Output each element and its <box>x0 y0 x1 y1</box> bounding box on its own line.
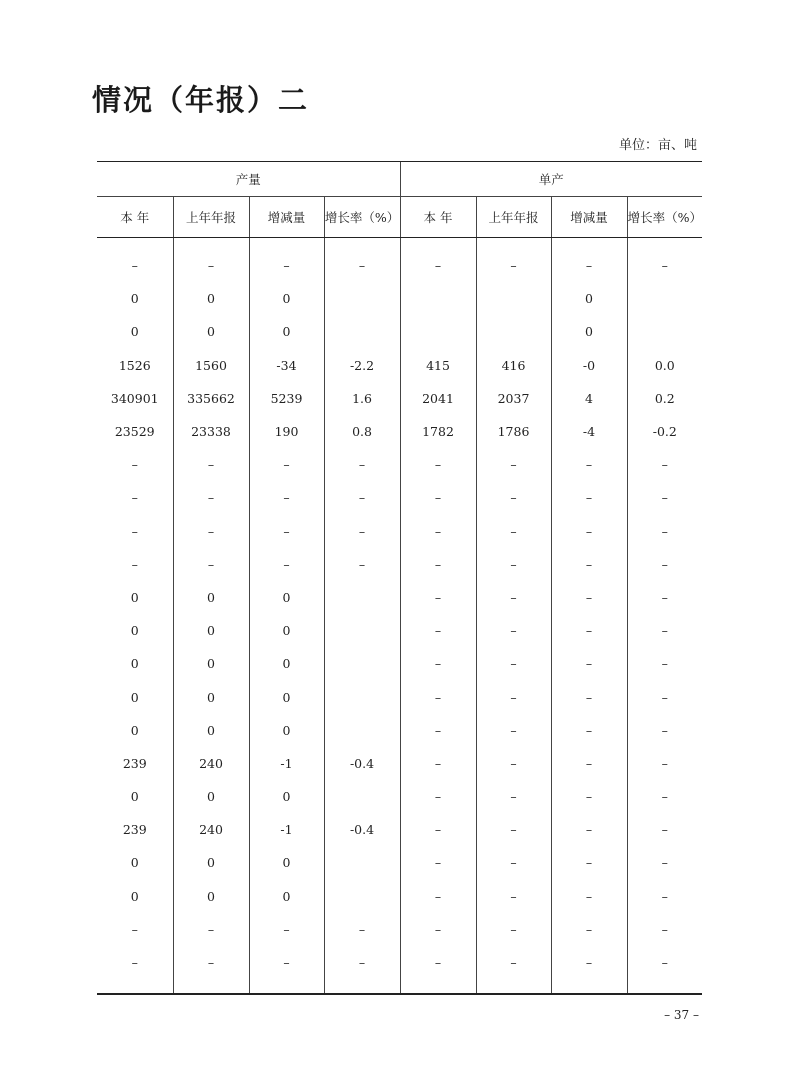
table-cell: – <box>627 714 702 747</box>
table-cell: 0 <box>249 714 324 747</box>
table-cell: – <box>131 457 138 473</box>
table-cell: – <box>131 921 138 937</box>
table-cell: 0 <box>249 282 324 315</box>
table-cell: – <box>476 548 551 581</box>
table-cell <box>400 315 476 348</box>
group-header-yield-per-unit: 单产 <box>400 162 702 197</box>
table-cell: – <box>551 880 627 913</box>
table-cell: 0 <box>249 315 324 348</box>
table-row <box>97 780 702 813</box>
table-cell: – <box>476 515 551 548</box>
table-cell <box>476 282 551 315</box>
table-cell: – <box>400 481 476 514</box>
table-cell: – <box>551 581 627 614</box>
table-cell: 0 <box>173 581 249 614</box>
table-cell: – <box>400 714 476 747</box>
column-header: 增减量 <box>249 197 324 238</box>
table-row <box>97 581 702 614</box>
table-cell: 239 <box>122 822 147 838</box>
table-cell: 190 <box>249 415 324 448</box>
table-cell: – <box>551 813 627 846</box>
table-cell: 0 <box>249 846 324 879</box>
column-header: 增减量 <box>551 197 627 238</box>
table-cell: – <box>551 515 627 548</box>
table-cell: – <box>627 846 702 879</box>
table-cell: 2041 <box>400 382 476 415</box>
table-cell: – <box>249 481 324 514</box>
unit-label: 单位：亩、吨 <box>618 138 697 153</box>
table-cell: 1786 <box>476 415 551 448</box>
table-cell: – <box>627 249 702 282</box>
table-cell: 0 <box>173 680 249 713</box>
table-cell: – <box>173 548 249 581</box>
table-row <box>97 515 702 548</box>
table-cell: – <box>400 448 476 481</box>
table-cell: 0 <box>249 880 324 913</box>
table-cell: – <box>249 913 324 946</box>
table-spacer-top <box>97 238 702 250</box>
table-cell: – <box>627 647 702 680</box>
table-row <box>97 813 702 846</box>
table-cell: – <box>551 614 627 647</box>
table-cell: 0 <box>130 623 139 639</box>
table-cell: – <box>324 548 400 581</box>
statistics-table <box>97 161 702 995</box>
table-cell: 416 <box>476 349 551 382</box>
table-cell: 0 <box>249 581 324 614</box>
table-cell: 4 <box>551 382 627 415</box>
table-cell: 0 <box>249 647 324 680</box>
table-cell: – <box>476 680 551 713</box>
table-row <box>97 548 702 581</box>
table-cell: – <box>551 946 627 979</box>
table-cell: – <box>131 490 138 506</box>
table-cell: – <box>551 680 627 713</box>
table-cell: – <box>627 946 702 979</box>
table-cell: – <box>627 747 702 780</box>
table-cell: 1782 <box>400 415 476 448</box>
table-cell: 340901 <box>110 390 159 406</box>
table-cell: – <box>249 249 324 282</box>
table-cell: – <box>627 614 702 647</box>
table-cell: 415 <box>400 349 476 382</box>
table-cell: – <box>324 481 400 514</box>
table-cell: – <box>131 523 138 539</box>
column-header: 上年年报 <box>476 197 551 238</box>
table-cell <box>324 714 400 747</box>
table-cell: – <box>324 249 400 282</box>
table-cell: – <box>400 515 476 548</box>
table-cell: – <box>249 515 324 548</box>
table-cell: 0.0 <box>627 349 702 382</box>
table-cell: – <box>476 647 551 680</box>
table-cell: – <box>249 548 324 581</box>
table-cell: – <box>551 249 627 282</box>
table-cell: – <box>551 846 627 879</box>
table-cell: – <box>551 780 627 813</box>
table-cell: -1 <box>249 747 324 780</box>
table-cell: 23529 <box>114 424 155 440</box>
table-cell: 0 <box>173 315 249 348</box>
table-cell: – <box>131 556 138 572</box>
table-cell: – <box>476 249 551 282</box>
page-title: 情况（年报）二 <box>92 83 310 117</box>
table-cell: -0.4 <box>324 813 400 846</box>
table-cell: – <box>627 880 702 913</box>
table-cell: 5239 <box>249 382 324 415</box>
table-cell: – <box>324 448 400 481</box>
table-cell <box>400 282 476 315</box>
table-cell: 1.6 <box>324 382 400 415</box>
table-cell: 0 <box>173 614 249 647</box>
table-cell: – <box>627 913 702 946</box>
table-cell: – <box>400 647 476 680</box>
table-cell: -2.2 <box>324 349 400 382</box>
table-cell: 0 <box>130 656 139 672</box>
table-cell <box>324 880 400 913</box>
table-cell: -0 <box>551 349 627 382</box>
table-cell: 0 <box>173 714 249 747</box>
column-header: 增长率（%） <box>324 197 400 238</box>
table-cell <box>324 780 400 813</box>
table-cell: 0 <box>249 614 324 647</box>
page-number: – 37 – <box>664 1008 699 1022</box>
table-row <box>97 946 702 979</box>
table-cell: 1560 <box>173 349 249 382</box>
table-cell: 239 <box>122 755 147 771</box>
table-cell: – <box>400 846 476 879</box>
table-cell: 2037 <box>476 382 551 415</box>
column-header: 本 年 <box>400 197 476 238</box>
table-cell: 0.8 <box>324 415 400 448</box>
table-cell: 0 <box>551 282 627 315</box>
table-cell: – <box>476 481 551 514</box>
table-cell: 0 <box>130 855 139 871</box>
table-cell: 0 <box>130 888 139 904</box>
table-cell: – <box>476 448 551 481</box>
table-cell: – <box>627 780 702 813</box>
table-cell: – <box>249 448 324 481</box>
table-cell: – <box>476 747 551 780</box>
group-header-output: 产量 <box>97 162 400 197</box>
column-header: 增长率（%） <box>627 197 702 238</box>
table-cell: – <box>476 946 551 979</box>
table-row <box>97 747 702 780</box>
table-cell: 1526 <box>118 357 151 373</box>
table-cell: – <box>551 448 627 481</box>
table-cell: 0 <box>130 291 139 307</box>
table-cell: 0 <box>249 780 324 813</box>
table-cell: 0 <box>173 846 249 879</box>
table-cell <box>324 680 400 713</box>
table-cell: -0.2 <box>627 415 702 448</box>
table-cell: – <box>551 913 627 946</box>
table-cell: 240 <box>173 747 249 780</box>
table-cell: 0 <box>130 722 139 738</box>
table-cell: – <box>173 481 249 514</box>
table-cell: – <box>476 581 551 614</box>
table-row <box>97 680 702 713</box>
table-row <box>97 647 702 680</box>
table-cell: – <box>627 680 702 713</box>
table-row <box>97 714 702 747</box>
table-cell: – <box>476 780 551 813</box>
table-cell: – <box>400 680 476 713</box>
table-cell: – <box>551 481 627 514</box>
table-cell: 0 <box>173 880 249 913</box>
table-cell: – <box>551 747 627 780</box>
table-cell: -34 <box>249 349 324 382</box>
table-row <box>97 382 702 415</box>
table-cell: – <box>173 515 249 548</box>
table-cell: – <box>476 614 551 647</box>
table-cell: – <box>476 880 551 913</box>
table-cell: 0 <box>173 780 249 813</box>
table-cell: – <box>324 515 400 548</box>
table-cell: – <box>400 880 476 913</box>
table-cell: – <box>551 647 627 680</box>
table-cell: 0 <box>130 589 139 605</box>
table-cell <box>324 581 400 614</box>
table-cell: – <box>551 714 627 747</box>
table-cell: – <box>131 955 138 971</box>
table-cell: – <box>173 448 249 481</box>
table-row <box>97 249 702 282</box>
table-cell: – <box>400 747 476 780</box>
table-cell: – <box>627 548 702 581</box>
table-row <box>97 481 702 514</box>
table-row <box>97 315 702 348</box>
table-cell: 0 <box>130 689 139 705</box>
table-cell: – <box>249 946 324 979</box>
table-cell <box>476 315 551 348</box>
table-cell: 0 <box>130 324 139 340</box>
column-header: 上年年报 <box>173 197 249 238</box>
table-cell: -0.4 <box>324 747 400 780</box>
table-cell: – <box>400 813 476 846</box>
table-cell <box>324 315 400 348</box>
table-cell: – <box>551 548 627 581</box>
table-cell <box>324 846 400 879</box>
table-cell: -1 <box>249 813 324 846</box>
table-cell: – <box>627 813 702 846</box>
table-body <box>97 238 702 995</box>
table-cell: – <box>131 258 138 274</box>
table-cell: – <box>400 581 476 614</box>
table-cell: – <box>400 780 476 813</box>
table-cell <box>324 647 400 680</box>
table-cell: 0 <box>173 647 249 680</box>
table-cell: – <box>324 913 400 946</box>
table-cell: 0 <box>551 315 627 348</box>
table-cell <box>627 315 702 348</box>
table-row <box>97 349 702 382</box>
table-cell: 335662 <box>173 382 249 415</box>
table-row <box>97 415 702 448</box>
table-cell: – <box>400 548 476 581</box>
table-cell: – <box>476 846 551 879</box>
table-cell: 23338 <box>173 415 249 448</box>
table-cell <box>324 614 400 647</box>
table-cell: – <box>627 448 702 481</box>
table-cell: – <box>400 946 476 979</box>
table-cell: – <box>400 249 476 282</box>
table-cell: -4 <box>551 415 627 448</box>
table-spacer-bottom <box>97 979 702 994</box>
table-cell: 240 <box>173 813 249 846</box>
table-row <box>97 448 702 481</box>
table-cell: – <box>400 913 476 946</box>
table-cell: – <box>476 714 551 747</box>
table-cell: – <box>173 946 249 979</box>
table-cell: 0 <box>249 680 324 713</box>
table-cell <box>324 282 400 315</box>
table-cell: – <box>627 515 702 548</box>
table-cell: – <box>173 249 249 282</box>
table-row <box>97 913 702 946</box>
table-row <box>97 846 702 879</box>
table-row <box>97 282 702 315</box>
table-cell: 0 <box>173 282 249 315</box>
table-cell: – <box>627 481 702 514</box>
table-row <box>97 880 702 913</box>
table-cell <box>627 282 702 315</box>
table-cell: – <box>476 913 551 946</box>
table-cell: – <box>476 813 551 846</box>
table-cell: – <box>400 614 476 647</box>
table-cell: – <box>627 581 702 614</box>
table-row <box>97 614 702 647</box>
table-cell: 0 <box>130 789 139 805</box>
table-cell: – <box>324 946 400 979</box>
table-cell: – <box>173 913 249 946</box>
column-header: 本 年 <box>97 197 173 238</box>
table-cell: 0.2 <box>627 382 702 415</box>
